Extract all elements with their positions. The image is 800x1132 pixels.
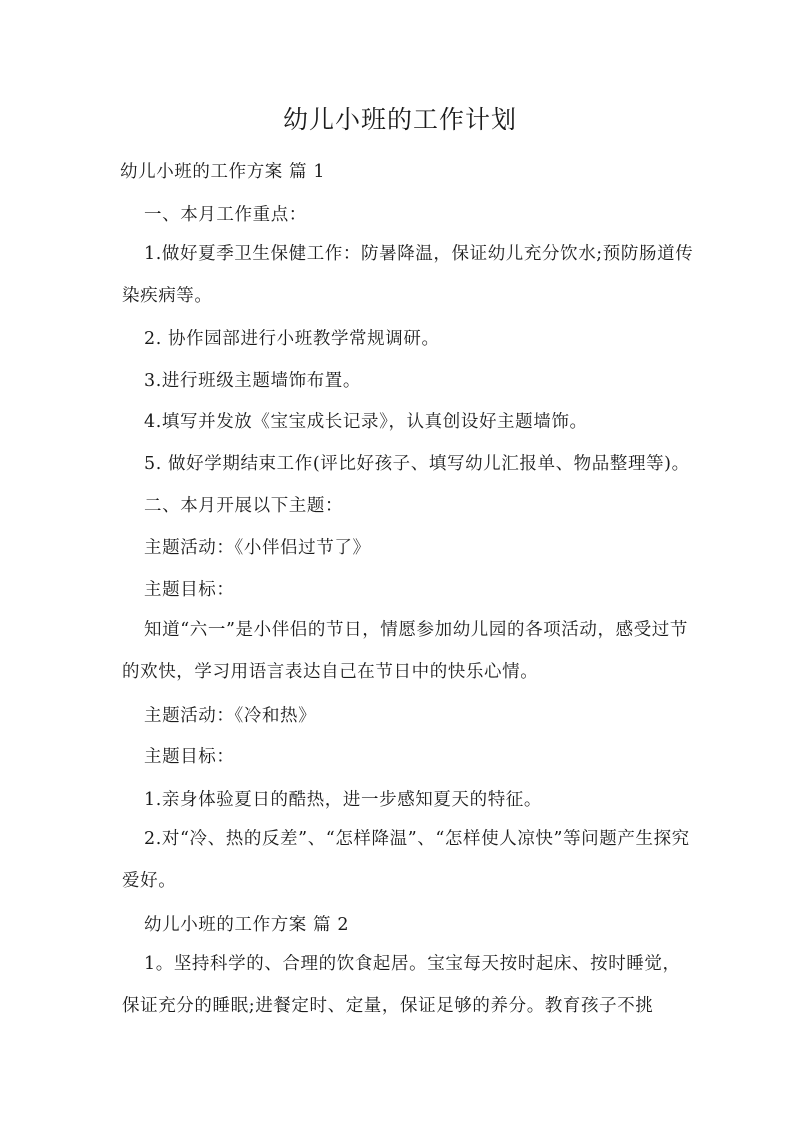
- theme2-goal-1: 1.亲身体验夏日的酷热，进一步感知夏天的特征。: [144, 790, 542, 810]
- paragraph-item5: 5. 做好学期结束工作(评比好孩子、填写幼儿汇报单、物品整理等)。: [144, 454, 690, 474]
- part1-heading: 一、本月工作重点：: [144, 205, 307, 225]
- theme1-goal-label: 主题目标：: [144, 580, 235, 600]
- section1-heading: 幼儿小班的工作方案 篇 1: [120, 162, 326, 182]
- section2-heading: 幼儿小班的工作方案 篇 2: [144, 915, 350, 935]
- paragraph-item1: 1.做好夏季卫生保健工作：防暑降温，保证幼儿充分饮水;预防肠道传染疾病等。: [122, 244, 694, 306]
- section2-item1: 1。坚持科学的、合理的饮食起居。宝宝每天按时起床、按时睡觉，保证充分的睡眠;进餐定时、定量，保证足够的养分。教育孩子不挑: [122, 954, 681, 1016]
- paragraph-item2: 2. 协作园部进行小班教学常规调研。: [144, 329, 440, 349]
- page-title: 幼儿小班的工作计划: [282, 105, 517, 134]
- theme2-activity: 主题活动：《冷和热》: [144, 706, 317, 726]
- paragraph-item4: 4.填写并发放《宝宝成长记录》，认真创设好主题墙饰。: [144, 412, 588, 432]
- theme1-activity: 主题活动：《小伴侣过节了》: [144, 538, 371, 558]
- theme1-goal-text: 知道“六一”是小伴侣的节日，情愿参加幼儿园的各项活动，感受过节的欢快，学习用语言表达自己在节日中的快乐心情。: [122, 620, 688, 682]
- theme2-goal-label: 主题目标：: [144, 747, 235, 767]
- part2-heading: 二、本月开展以下主题：: [144, 496, 344, 516]
- theme2-goal-2: 2.对“冷、热的反差”、“怎样降温”、“怎样使人凉快”等问题产生探究爱好。: [122, 829, 690, 891]
- paragraph-item3: 3.进行班级主题墙饰布置。: [144, 371, 361, 391]
